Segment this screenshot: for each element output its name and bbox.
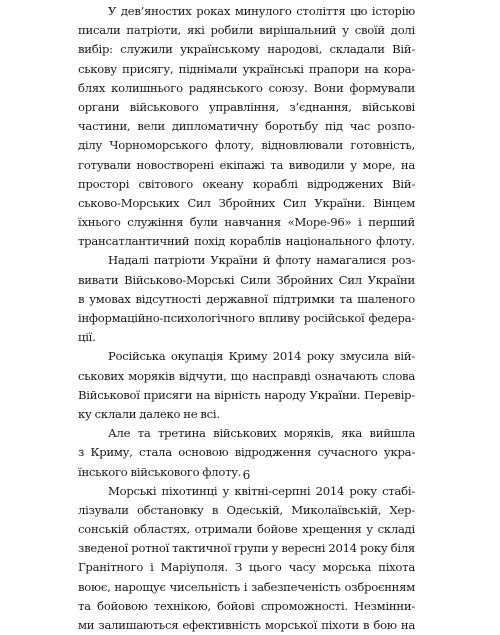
paragraph-3 (78, 347, 415, 424)
text-line: Але та третина військових моряків, яка вийшла (108, 426, 415, 441)
text-line: ськових моряків відчути, що насправді означають слова (78, 368, 415, 383)
text-line: ділу Чорноморського флоту, відновлювали готовність, (78, 138, 415, 153)
book-page (78, 2, 415, 632)
paragraph-1 (78, 2, 415, 251)
text-line: Військової присяги на вірність народу України. Перевір- (78, 387, 415, 402)
text-line: писали патріоти, які робили вирішальний у своїй долі (78, 23, 415, 38)
text-line: ми залишаються ефективність морської піхоти в бою на (78, 618, 415, 632)
text-line: Гранітного і Маріуполя. З цього часу морська піхота (78, 560, 415, 575)
text-line: лізували обстановку в Одеській, Миколаївській, Хер- (78, 502, 415, 517)
text-line: Надалі патріоти України й флоту намагалися роз- (108, 253, 415, 268)
text-line: ськово-Морських Сил Збройних Сил України. Вінцем (78, 195, 415, 210)
text-line: в умовах відсутності державної підтримки та шаленого (78, 291, 415, 306)
text-line: сонській областях, отримали бойове хрещення у складі (78, 522, 415, 537)
page-number: 6 (242, 468, 251, 482)
paragraph-5 (78, 482, 415, 635)
text-line: вивати Військово-Морські Сили Збройних Сил України (78, 272, 415, 287)
text-line: ськову присягу, піднімали українські прапори на кора- (78, 61, 415, 76)
text-line: та бойовою технікою, бойові спроможності. Незмінни- (78, 598, 415, 613)
text-line: вибір: служили українському народові, складали Вій- (78, 42, 415, 57)
text-line: блях колишнього радянського союзу. Вони формували (78, 80, 415, 95)
text-line: частини, вели дипломатичну боротьбу під час розпо- (78, 119, 415, 134)
text-line: Російська окупація Криму 2014 року змусила вій- (108, 349, 415, 364)
text-line: з Криму, стала основою відродження сучасного укра- (78, 445, 415, 460)
text-line: готували новостворені екіпажі та виводили у море, на (78, 157, 415, 172)
body-text (78, 2, 415, 635)
text-line: просторі світового океану кораблі відроджених Вій- (78, 176, 415, 191)
text-line: У дев’яностих роках минулого століття цю історію (108, 4, 415, 18)
text-line: їхнього служіння були навчання «Море-96» і перший (78, 215, 415, 230)
text-line: ку склали далеко не всі. (78, 406, 220, 421)
text-line: Морські піхотинці у квітні-серпні 2014 року стабі- (108, 483, 415, 498)
text-line: органи військового управління, з’єднання, військові (78, 99, 415, 114)
text-line: зведеної ротної тактичної групи у вересні 2014 року біля (78, 541, 415, 556)
paragraph-2 (78, 251, 415, 347)
text-line: інформаційно-психологічного впливу російської федера- (78, 311, 415, 325)
text-line: ції. (78, 330, 96, 345)
text-line: трансатлантичний похід кораблів національного флоту. (78, 234, 415, 249)
text-line: воює, нарощує чисельність і забезпеченість озброєнням (78, 579, 415, 594)
text-line: їнського військового флоту. (78, 464, 242, 479)
